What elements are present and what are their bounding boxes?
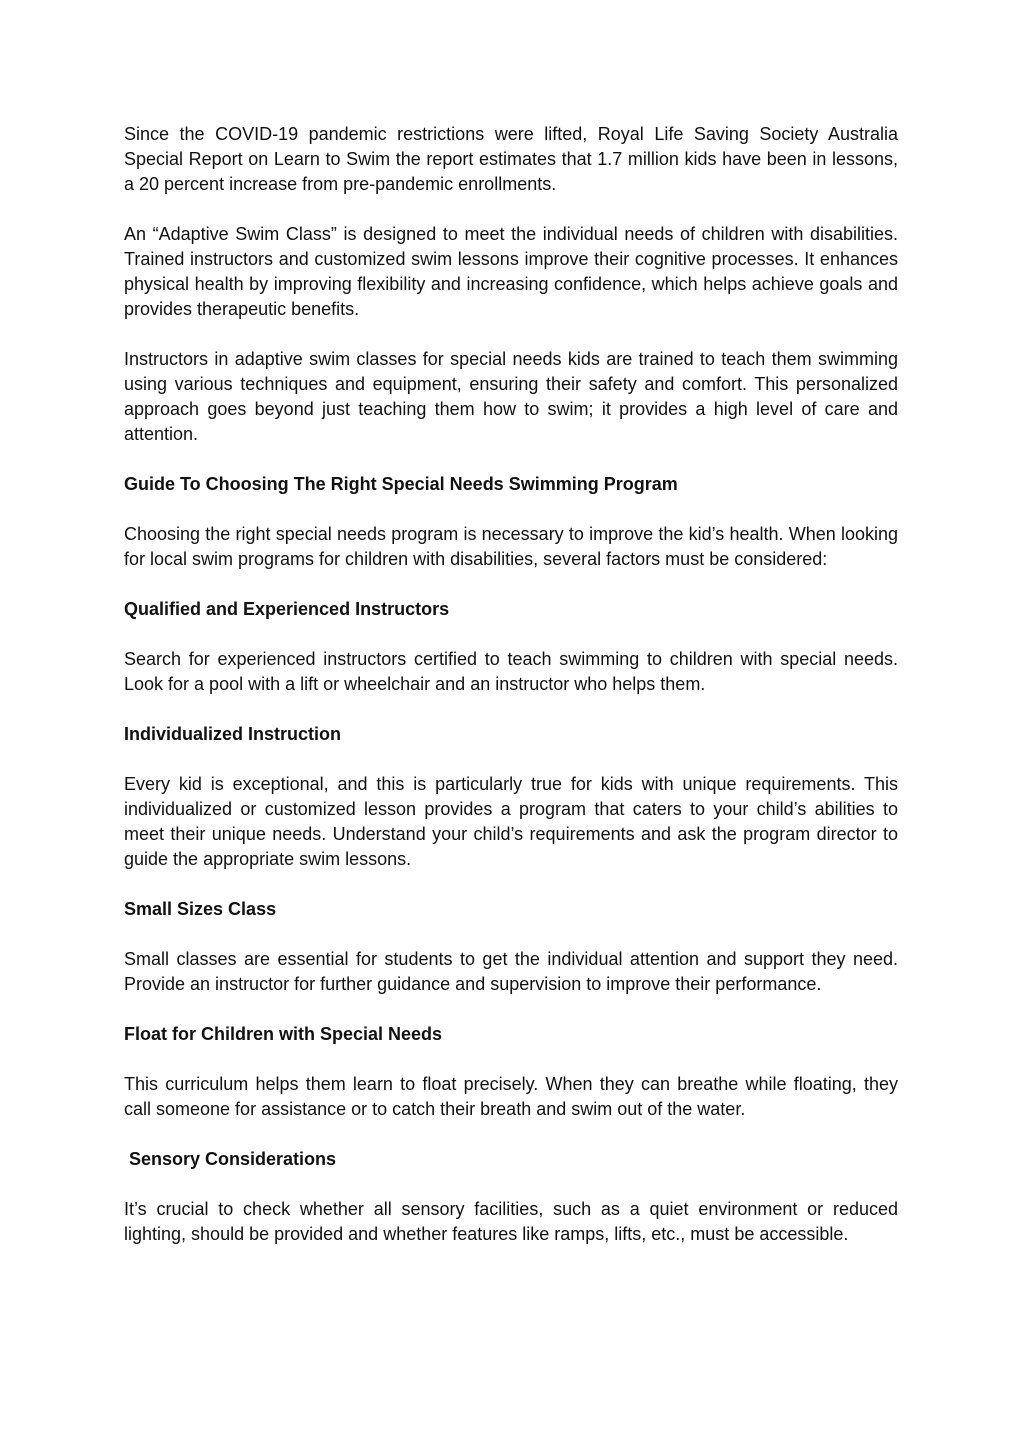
paragraph-float: This curriculum helps them learn to float precisely. When they can breathe while floating, they call someone for assistance or to catch their breath and swim out of the water. [124, 1074, 898, 1119]
heading-float: Float for Children with Special Needs [124, 1024, 443, 1044]
paragraph-adaptive-swim-class: An “Adaptive Swim Class” is designed to meet the individual needs of children with disabilities. Trained instructors and customized swim lessons improve their cognitive processes. It enhances physical health by improving flexibility and increasing confidence, which helps achieve goals and provides therapeutic benefits. [124, 224, 898, 319]
heading-guide: Guide To Choosing The Right Special Needs Swimming Program [124, 474, 678, 494]
heading-individualized-instruction: Individualized Instruction [124, 724, 342, 744]
paragraph-adaptive-instructors: Instructors in adaptive swim classes for special needs kids are trained to teach them swimming using various techniques and equipment, ensuring their safety and comfort. This personalized approach goes beyond just teaching them how to swim; it provides a high level of care and attention. [124, 349, 898, 444]
document-page [124, 122, 898, 1272]
paragraph-individualized-instruction: Every kid is exceptional, and this is particularly true for kids with unique requirements. This individualized or customized lesson provides a program that caters to your child’s abilities to meet their unique needs. Understand your child’s requirements and ask the program director to guide the appropriate swim lessons. [124, 774, 898, 869]
paragraph-qualified-instructors: Search for experienced instructors certified to teach swimming to children with special needs. Look for a pool with a lift or wheelchair and an instructor who helps them. [124, 649, 898, 694]
paragraph-small-sizes-class: Small classes are essential for students to get the individual attention and support they need. Provide an instructor for further guidance and supervision to improve their performance. [124, 949, 898, 994]
heading-qualified-instructors: Qualified and Experienced Instructors [124, 599, 450, 619]
paragraph-pandemic-enrollment: Since the COVID-19 pandemic restrictions were lifted, Royal Life Saving Society Australia Special Report on Learn to Swim the report estimates that 1.7 million kids have been in lessons, a 20 percent increase from pre-pandemic enrollments. [124, 124, 898, 194]
heading-small-sizes-class: Small Sizes Class [124, 899, 277, 919]
paragraph-choosing-program: Choosing the right special needs program is necessary to improve the kid’s health. When looking for local swim programs for children with disabilities, several factors must be considered: [124, 524, 898, 569]
paragraph-sensory-considerations: It’s crucial to check whether all sensory facilities, such as a quiet environment or reduced lighting, should be provided and whether features like ramps, lifts, etc., must be accessible. [124, 1199, 898, 1244]
heading-sensory-considerations: Sensory Considerations [124, 1149, 337, 1169]
